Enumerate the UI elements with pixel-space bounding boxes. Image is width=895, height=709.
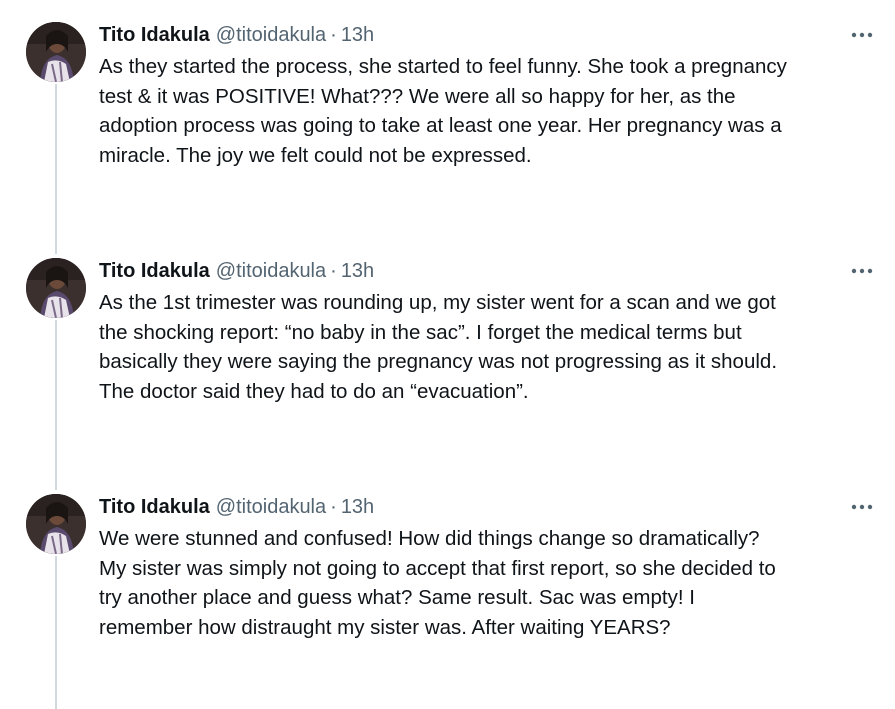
user-handle[interactable]: @titoidakula xyxy=(215,260,327,282)
separator-dot: · xyxy=(330,260,337,282)
display-name[interactable]: Tito Idakula xyxy=(99,260,210,282)
avatar[interactable] xyxy=(26,258,86,318)
tweet-text: As they started the process, she started to feel funny. She took a pregnancy test & it was POSITIVE! What??? We were all so happy for her, as the adoption process was going to take at least one year. Her pregnancy was a miracle. The joy we felt could not be expressed. xyxy=(99,55,787,167)
avatar[interactable] xyxy=(26,494,86,554)
tweet-header xyxy=(99,494,374,520)
tweet[interactable] xyxy=(0,494,895,694)
avatar[interactable] xyxy=(26,22,86,82)
tweet[interactable] xyxy=(0,22,895,222)
tweet-text: We were stunned and confused! How did things change so dramatically? My sister was simply not going to accept that first report, so she decided to try another place and guess what? Same result. Sac was empty! I remember how distraught my sister was. After waiting YEARS? xyxy=(99,527,776,639)
timestamp[interactable]: 13h xyxy=(340,496,375,518)
more-horizontal-icon xyxy=(851,268,873,274)
timestamp[interactable]: 13h xyxy=(340,24,375,46)
profile-photo xyxy=(26,258,86,318)
tweet-text: As the 1st trimester was rounding up, my sister went for a scan and we got the shocking report: “no baby in the sac”. I forget the medical terms but basically they were saying the pregnancy was not progressing as it should. The doctor said they had to do an “evacuation”. xyxy=(99,291,778,403)
tweet-header xyxy=(99,22,374,48)
more-horizontal-icon xyxy=(851,32,873,38)
tweet[interactable] xyxy=(0,258,895,458)
display-name[interactable]: Tito Idakula xyxy=(99,496,210,518)
display-name[interactable]: Tito Idakula xyxy=(99,24,210,46)
tweet-header xyxy=(99,258,374,284)
more-options-button[interactable] xyxy=(849,22,875,48)
profile-photo xyxy=(26,22,86,82)
user-handle[interactable]: @titoidakula xyxy=(215,24,327,46)
more-options-button[interactable] xyxy=(849,258,875,284)
user-handle[interactable]: @titoidakula xyxy=(215,496,327,518)
more-horizontal-icon xyxy=(851,504,873,510)
timestamp[interactable]: 13h xyxy=(340,260,375,282)
profile-photo xyxy=(26,494,86,554)
more-options-button[interactable] xyxy=(849,494,875,520)
separator-dot: · xyxy=(330,496,337,518)
separator-dot: · xyxy=(330,24,337,46)
